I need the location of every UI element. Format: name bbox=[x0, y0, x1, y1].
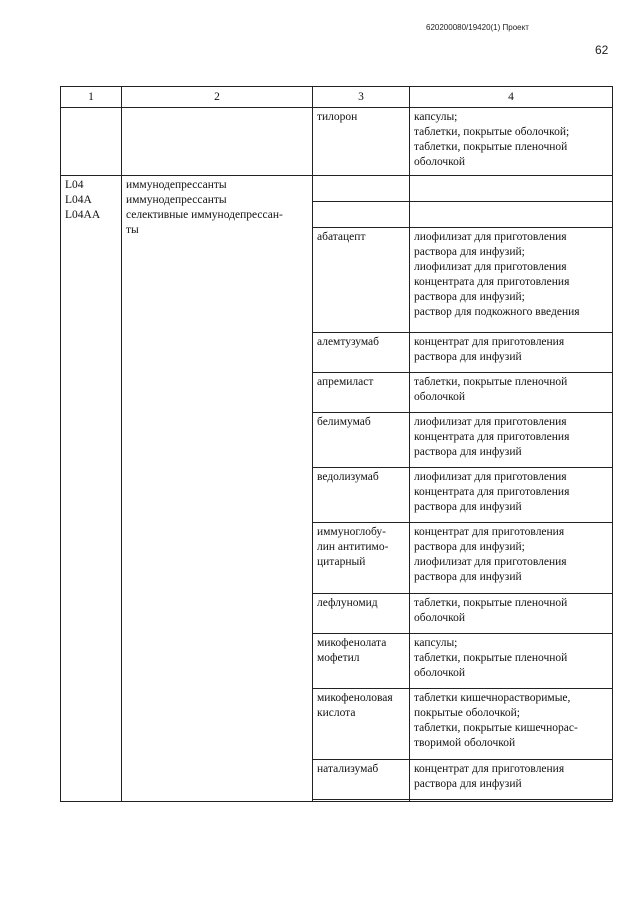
column-header-row bbox=[61, 87, 613, 108]
column-header-3: 3 bbox=[313, 87, 410, 108]
drug-cell: лефлуномид bbox=[313, 594, 410, 634]
forms-cell: лиофилизат для приготовления концентрата для приготовления раствора для инфузий bbox=[410, 468, 613, 523]
drug-cell-spacer bbox=[313, 800, 410, 802]
drug-cell: алемтузумаб bbox=[313, 333, 410, 373]
code-cell-empty bbox=[61, 108, 122, 176]
table-row bbox=[61, 176, 613, 202]
group-name: иммунодепрессанты bbox=[126, 179, 227, 191]
drug-cell: микофенолата мофетил bbox=[313, 634, 410, 689]
column-header-4: 4 bbox=[410, 87, 613, 108]
drug-cell: тилорон bbox=[313, 108, 410, 176]
drug-cell: иммуноглобу- лин антитимо- цитарный bbox=[313, 523, 410, 594]
forms-cell-empty bbox=[410, 202, 613, 228]
drug-cell-empty bbox=[313, 202, 410, 228]
forms-cell: капсулы; таблетки, покрытые оболочкой; таблетки, покрытые пленочной оболочкой bbox=[410, 108, 613, 176]
forms-cell: таблетки кишечнорастворимые, покрытые оболочкой; таблетки, покрытые кишечнорас- творимой оболочкой bbox=[410, 689, 613, 760]
drug-cell: ведолизумаб bbox=[313, 468, 410, 523]
drug-cell-empty bbox=[313, 176, 410, 202]
column-header-1: 1 bbox=[61, 87, 122, 108]
atc-code: L04 bbox=[65, 179, 84, 191]
forms-cell: капсулы; таблетки, покрытые пленочной оболочкой bbox=[410, 634, 613, 689]
document-reference: 620200080/19420(1) Проект bbox=[426, 23, 529, 32]
forms-cell: таблетки, покрытые пленочной оболочкой bbox=[410, 373, 613, 413]
drug-cell: белимумаб bbox=[313, 413, 410, 468]
forms-cell: концентрат для приготовления раствора для инфузий bbox=[410, 333, 613, 373]
forms-cell: концентрат для приготовления раствора для инфузий bbox=[410, 760, 613, 800]
drug-cell: натализумаб bbox=[313, 760, 410, 800]
group-name-cell bbox=[122, 176, 313, 802]
atc-code: L04A bbox=[65, 194, 92, 206]
atc-code-cell bbox=[61, 176, 122, 802]
drug-cell: микофеноловая кислота bbox=[313, 689, 410, 760]
column-header-2: 2 bbox=[122, 87, 313, 108]
name-cell-empty bbox=[122, 108, 313, 176]
forms-cell: лиофилизат для приготовления раствора для инфузий; лиофилизат для приготовления концентрата для приготовления раствора для инфузий; раствор для подкожного введения bbox=[410, 228, 613, 333]
group-name: селективные иммунодепрессан- ты bbox=[126, 209, 283, 236]
forms-cell: лиофилизат для приготовления концентрата для приготовления раствора для инфузий bbox=[410, 413, 613, 468]
atc-code: L04AA bbox=[65, 209, 101, 221]
forms-cell: концентрат для приготовления раствора для инфузий; лиофилизат для приготовления раствора для инфузий bbox=[410, 523, 613, 594]
page-number: 62 bbox=[595, 43, 609, 57]
forms-cell: таблетки, покрытые пленочной оболочкой bbox=[410, 594, 613, 634]
forms-cell-spacer bbox=[410, 800, 613, 802]
drug-table bbox=[60, 86, 613, 802]
drug-cell: абатацепт bbox=[313, 228, 410, 333]
table-row bbox=[61, 108, 613, 176]
forms-cell-empty bbox=[410, 176, 613, 202]
drug-cell: апремиласт bbox=[313, 373, 410, 413]
group-name: иммунодепрессанты bbox=[126, 194, 227, 206]
